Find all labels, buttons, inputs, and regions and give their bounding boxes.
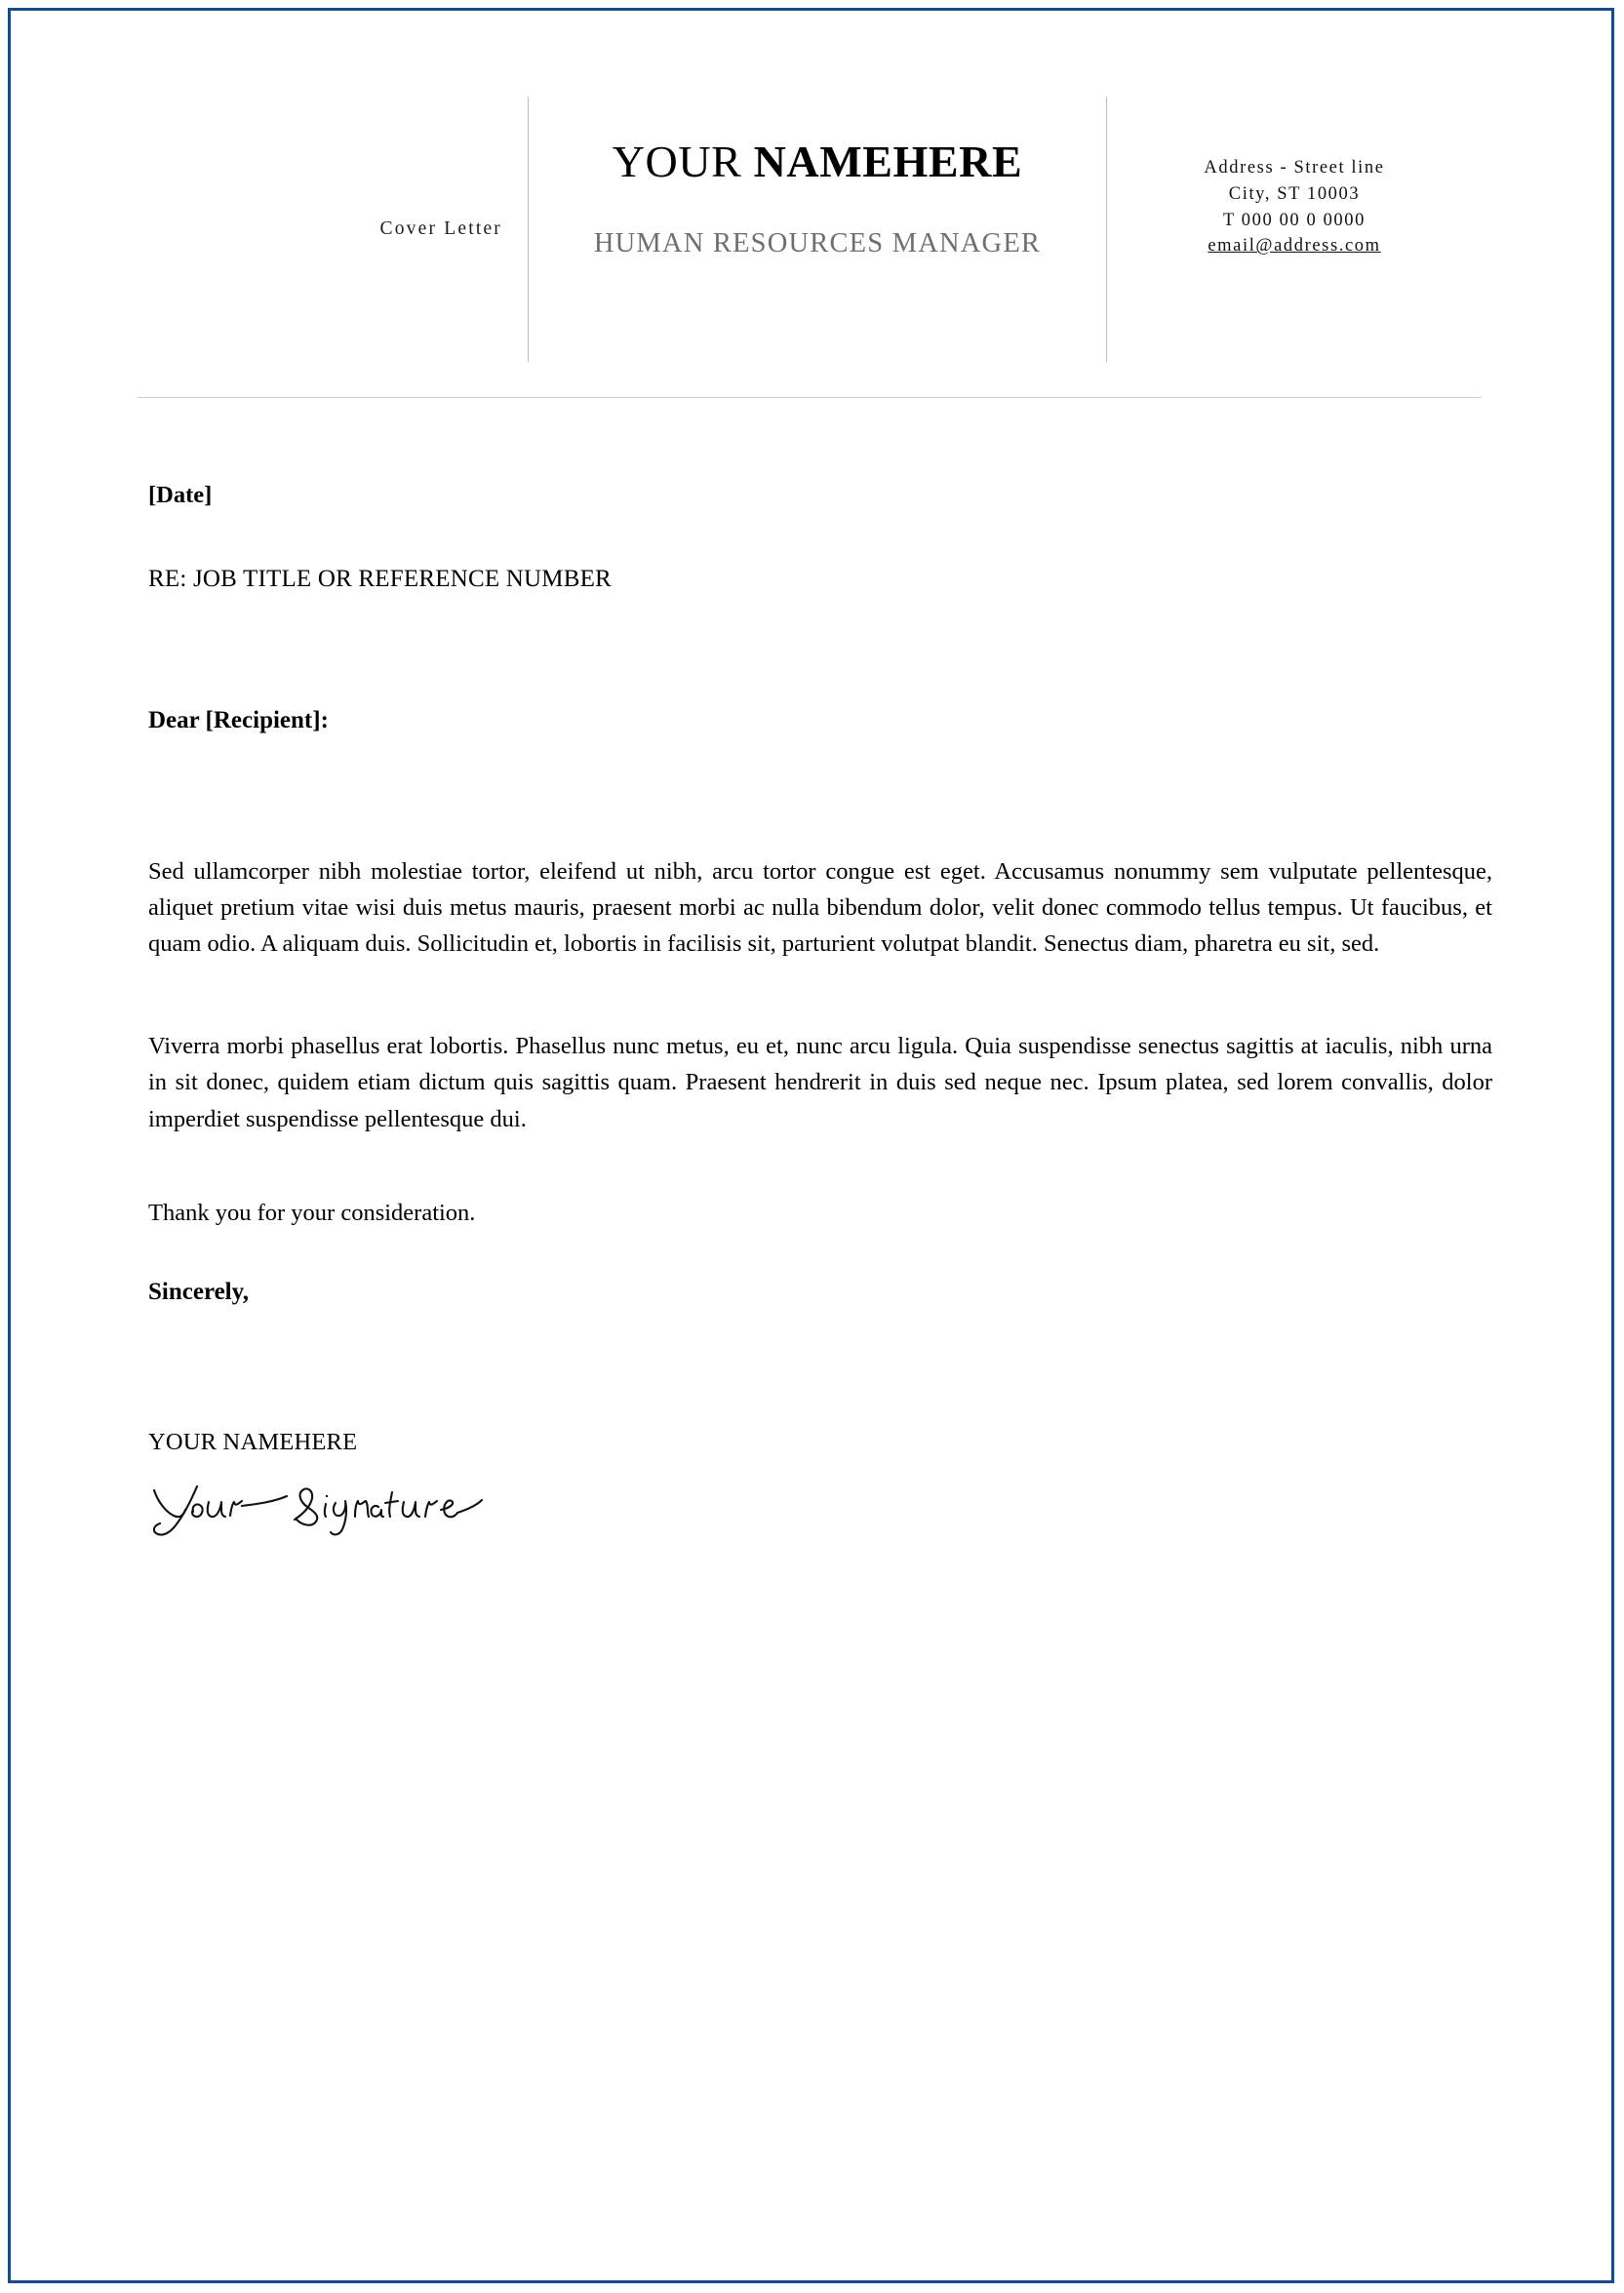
letterhead-left-column — [138, 97, 528, 362]
letter-paragraph-1: Sed ullamcorper nibh molestiae tortor, eleifend ut nibh, arcu tortor congue est eget. Accusamus nonummy sem vulputate pellentesque, aliquet pretium vitae wisi duis metus mauris, praesent morbi ac nulla bibendum dolor, velit donec commodo tellus tempus. Ut faucibus, et quam odio. A aliquam duis. Sollicitudin et, lobortis in facilisis sit, parturient volutpat blandit. Senectus diam, pharetra eu sit, sed. — [148, 857, 1492, 957]
letter-body — [148, 484, 1492, 1545]
document-border-frame — [8, 8, 1614, 2283]
letter-sender-name: YOUR NAMEHERE — [148, 1429, 358, 1456]
letterhead-divider — [138, 397, 1482, 398]
letterhead-contact-column — [1107, 97, 1482, 362]
cover-letter-label: Cover Letter — [379, 218, 502, 239]
letter-date: [Date] — [148, 482, 213, 508]
sender-first-name: YOUR — [612, 137, 754, 186]
letterhead-row — [138, 97, 1482, 362]
letter-salutation: Dear [Recipient]: — [148, 706, 329, 733]
letter-closing-thanks: Thank you for your consideration. — [148, 1199, 476, 1226]
sender-last-name: NAMEHERE — [753, 137, 1023, 186]
letterhead — [138, 97, 1482, 372]
contact-city-line: City, ST 10003 — [1228, 183, 1361, 204]
document-sheet — [11, 11, 1611, 2280]
sender-job-title: HUMAN RESOURCES MANAGER — [593, 227, 1042, 258]
letter-signoff: Sincerely, — [148, 1279, 250, 1306]
contact-email-link[interactable]: email@address.com — [1208, 236, 1381, 257]
letter-subject-line: RE: JOB TITLE OR REFERENCE NUMBER — [148, 565, 612, 592]
signature-image — [148, 1477, 558, 1545]
letter-paragraph-2: Viverra morbi phasellus erat lobortis. Phasellus nunc metus, eu et, nunc arcu ligula. Quia suspendisse senectus sagittis at iaculis, nibh urna in sit donec, quidem etiam dictum quis sagittis quam. Praesent hendrerit in duis sed neque nec. Ipsum platea, sed lorem convallis, dolor imperdiet suspendisse pellentesque dui. — [148, 1033, 1492, 1132]
contact-phone-line: T 000 00 0 0000 — [1223, 210, 1366, 230]
contact-address-line: Address - Street line — [1204, 158, 1385, 178]
sender-name-heading — [613, 138, 1023, 187]
letterhead-center-column — [528, 97, 1107, 362]
